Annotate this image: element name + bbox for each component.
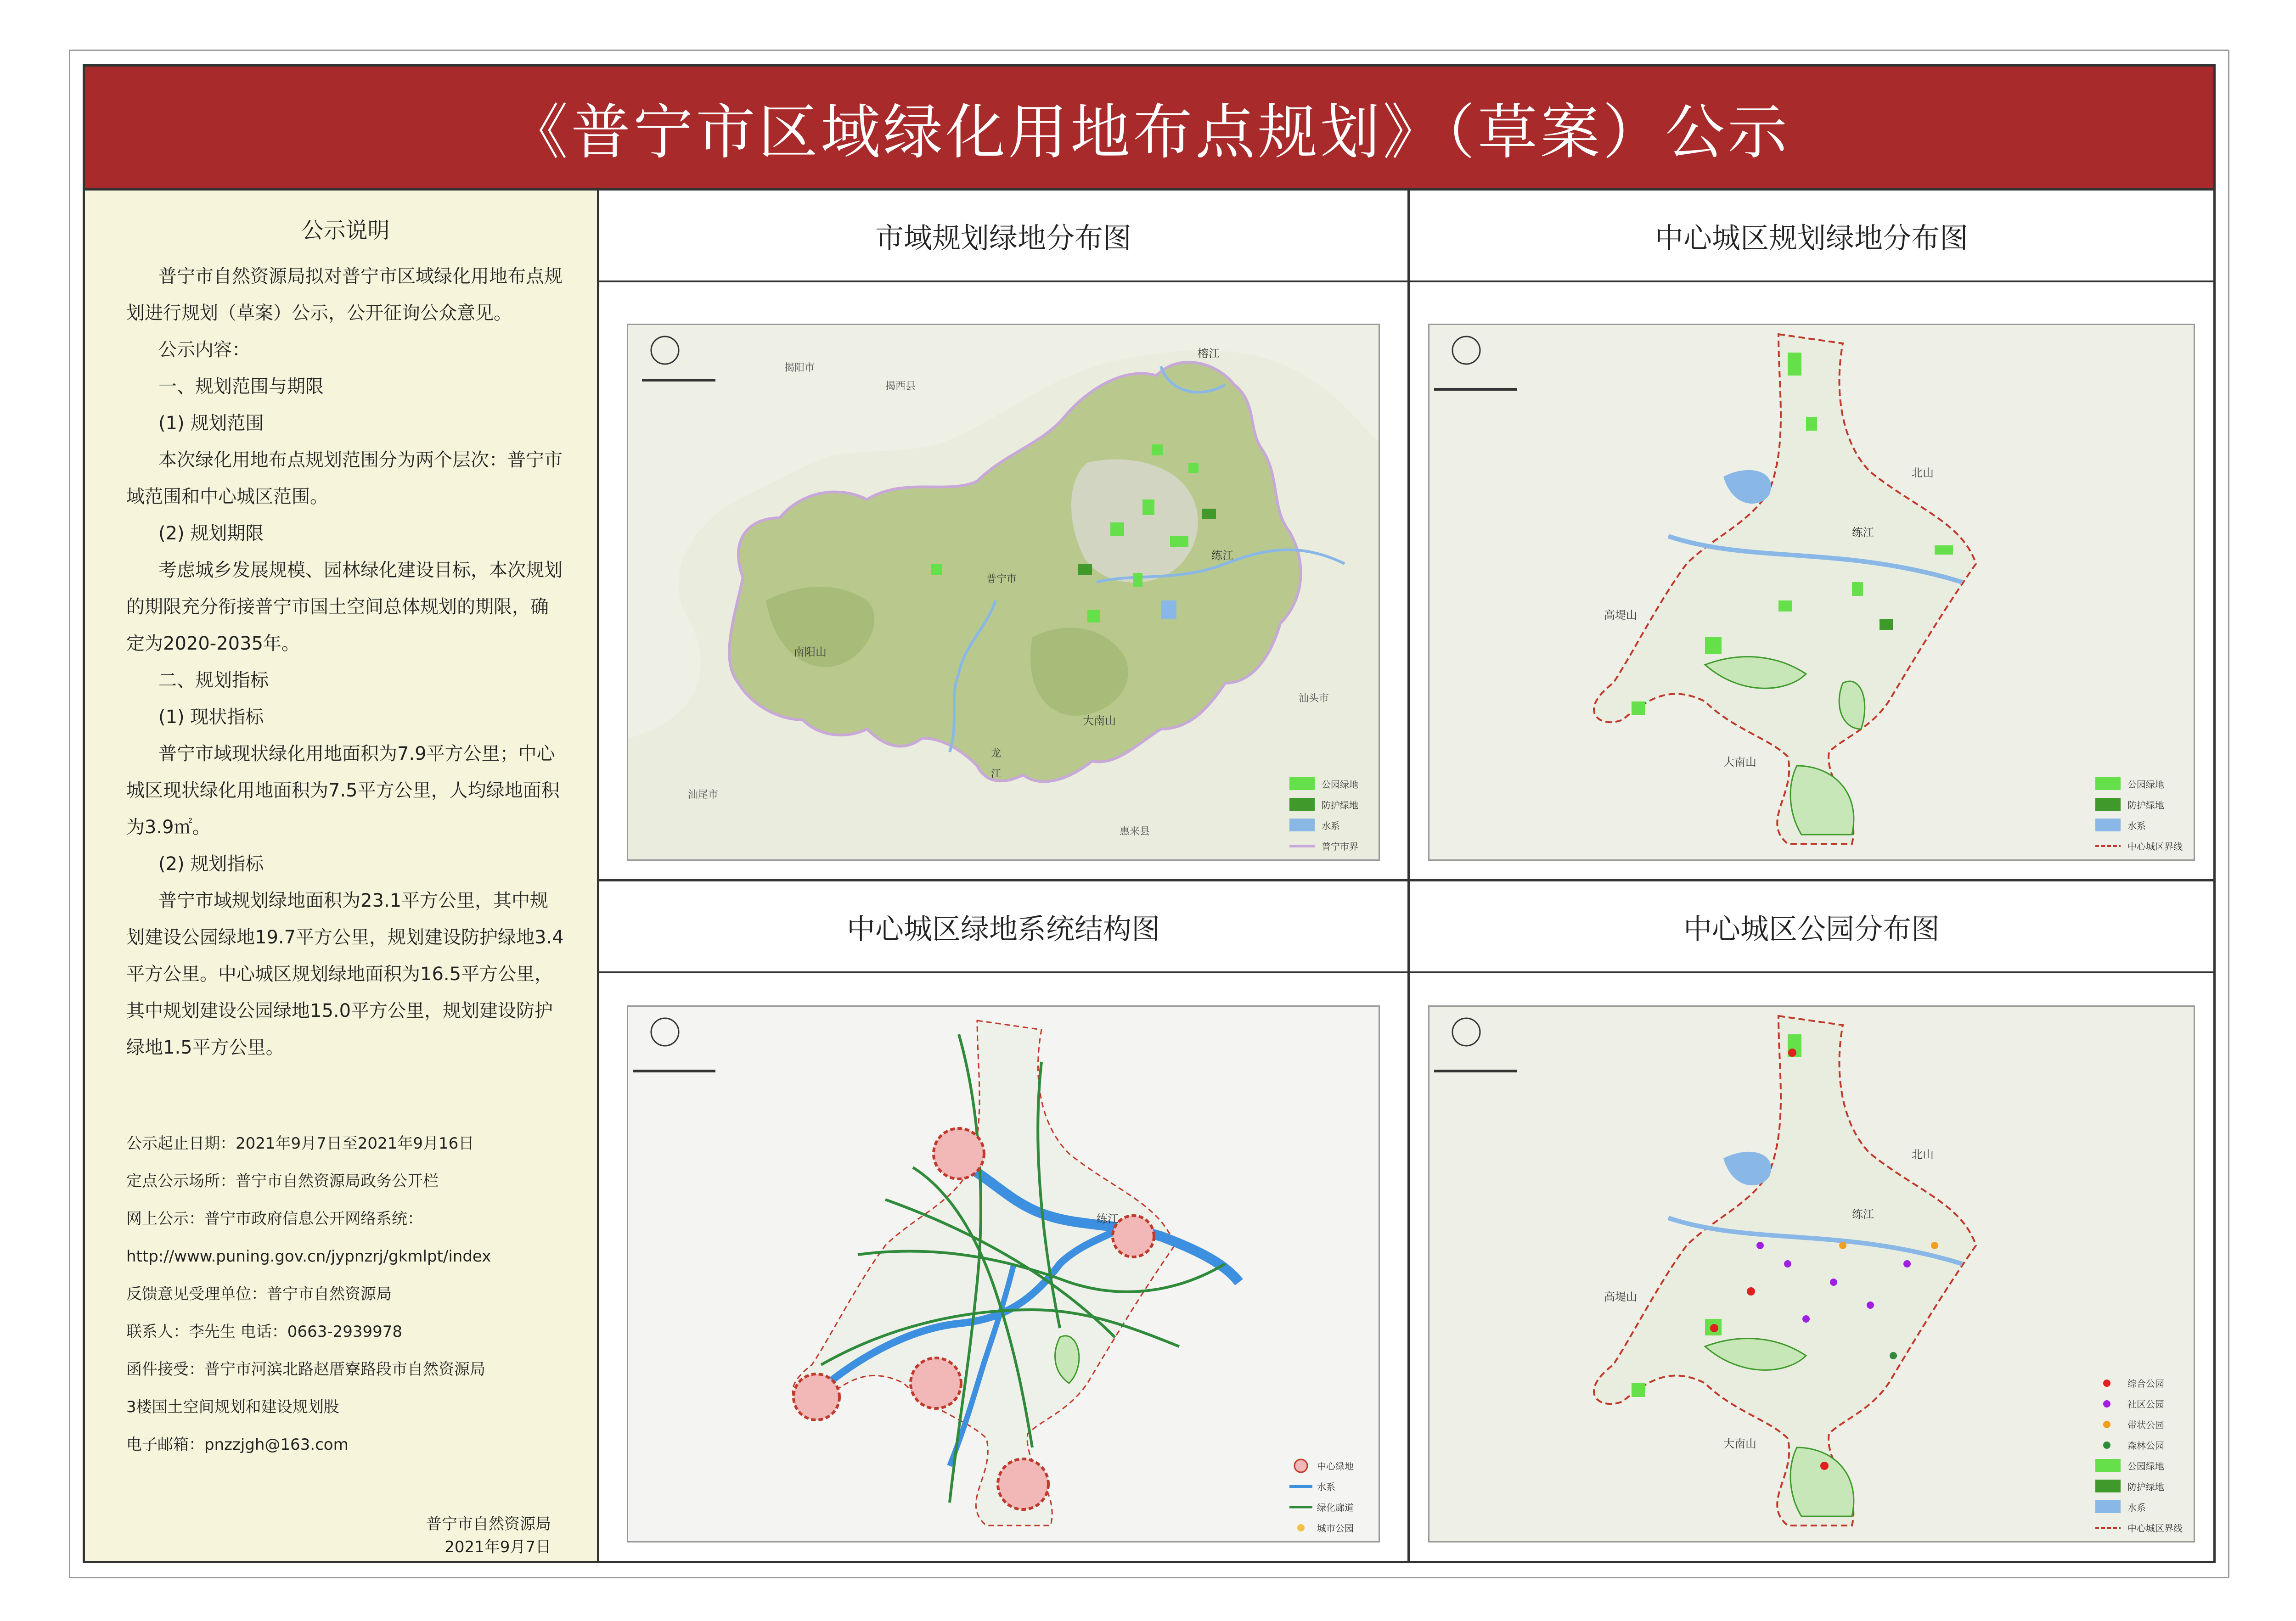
- signature-date: 2021年9月7日: [445, 1538, 551, 1556]
- label-shantou: 汕头市: [1299, 693, 1329, 704]
- panel-title: 中心城区规划绿地分布图: [1410, 191, 2213, 282]
- map-center-green-distribution[interactable]: [1428, 324, 2195, 861]
- signature-org: 普宁市自然资源局: [426, 1515, 551, 1533]
- notice-paragraph: 一、规划范围与期限: [158, 376, 324, 397]
- notice-paragraph: (1) 规划范围: [158, 413, 264, 434]
- meta-mail-address-2: 3楼国土空间规划和建设规划股: [126, 1398, 339, 1416]
- legend-label: 防护绿地: [2127, 1481, 2164, 1492]
- map-center-green-structure[interactable]: [627, 1005, 1380, 1542]
- meta-feedback-unit: 反馈意见受理单位：普宁市自然资源局: [126, 1285, 392, 1303]
- meta-email: 电子邮箱：pnzzjgh@163.com: [126, 1436, 349, 1454]
- label-danan-mountain: 大南山: [1083, 714, 1116, 727]
- notice-paragraph: 本次绿化用地布点规划范围分为两个层次：普宁市域范围和中心城区范围。: [126, 449, 563, 507]
- label-danan-mountain: 大南山: [1723, 1437, 1756, 1450]
- label-danan-mountain: 大南山: [1723, 756, 1756, 768]
- notice-meta: [126, 1125, 576, 1464]
- panel-city-green-distribution: [599, 191, 1407, 879]
- map-city-green-distribution[interactable]: [627, 324, 1380, 861]
- meta-dates: 公示起止日期：2021年9月7日至2021年9月16日: [126, 1134, 474, 1153]
- notice-paragraph: 普宁市域规划绿地面积为23.1平方公里，其中规划建设公园绿地19.7平方公里，规划建设防护绿地3.4平方公里。中心城区规划绿地面积为16.5平方公里，其中规划建设公园绿地15.0平方公里，规划建设防护绿地1.5平方公里。: [126, 890, 564, 1058]
- label-jiang: 江: [991, 768, 1002, 780]
- legend-label: 综合公园: [2127, 1378, 2164, 1389]
- label-jieyang-city: 揭阳市: [784, 362, 815, 374]
- notice-paragraph: 普宁市自然资源局拟对普宁市区域绿化用地布点规划进行规划（草案）公示，公开征询公众意见。: [126, 266, 563, 324]
- label-gaotishan: 高堤山: [1604, 1290, 1637, 1303]
- notice-paragraph: 考虑城乡发展规模、园林绿化建设目标，本次规划的期限充分衔接普宁市国土空间总体规划的期限，确定为2020-2035年。: [126, 560, 563, 654]
- legend-label: 水系: [2127, 1502, 2146, 1513]
- panel-title: 中心城区绿地系统结构图: [599, 881, 1407, 973]
- panel-title: 市域规划绿地分布图: [599, 191, 1407, 282]
- label-lianjiang: 练江: [1852, 526, 1874, 539]
- legend-label: 绿化廊道: [1317, 1502, 1354, 1513]
- legend-label: 公园绿地: [1322, 779, 1358, 790]
- legend-label: 中心城区界线: [2127, 841, 2183, 852]
- title-bar: [85, 67, 2213, 191]
- notice-paragraph: (2) 规划指标: [158, 853, 264, 875]
- label-puning: 普宁市: [986, 573, 1017, 585]
- label-lianjiang: 练江: [1097, 1212, 1119, 1225]
- notice-panel: [85, 191, 599, 1561]
- notice-heading: 公示说明: [301, 218, 390, 243]
- legend-label: 森林公园: [2127, 1440, 2164, 1451]
- signature: [426, 1513, 551, 1559]
- meta-mail-address: 函件接受：普宁市河滨北路赵厝寮路段市自然资源局: [126, 1360, 485, 1379]
- notice-paragraph: (2) 规划期限: [158, 523, 264, 544]
- label-long: 龙: [991, 748, 1002, 759]
- label-beishan: 北山: [1912, 466, 1934, 479]
- legend-label: 公园绿地: [2127, 1461, 2164, 1472]
- legend-label: 社区公园: [2127, 1399, 2164, 1410]
- legend-label: 水系: [1322, 820, 1340, 831]
- notice-paragraph: 普宁市域现状绿化用地面积为7.9平方公里；中心城区现状绿化用地面积为7.5平方公里，人均绿地面积为3.9㎡。: [126, 743, 560, 838]
- label-lianjiang: 练江: [1211, 549, 1233, 562]
- legend-label: 公园绿地: [2127, 779, 2164, 790]
- notice-paragraph: 公示内容：: [158, 339, 250, 360]
- panel-title: 中心城区公园分布图: [1410, 881, 2213, 973]
- legend-label: 中心绿地: [1317, 1461, 1354, 1472]
- legend-label: 普宁市界: [1322, 841, 1358, 852]
- legend-label: 水系: [1317, 1481, 1335, 1492]
- legend-label: 防护绿地: [1322, 800, 1358, 811]
- label-lianjiang: 练江: [1852, 1208, 1874, 1221]
- label-gaotishan: 高堤山: [1604, 609, 1637, 622]
- map-center-park-distribution[interactable]: [1428, 1005, 2195, 1542]
- panel-center-green-distribution: [1410, 191, 2213, 879]
- panel-center-green-structure: [599, 881, 1407, 1561]
- poster-title: 《普宁市区域绿化用地布点规划》（草案）公示: [508, 97, 1790, 167]
- notice-paragraph: (1) 现状指标: [158, 707, 264, 728]
- label-nanyang-mountain: 南阳山: [793, 645, 827, 658]
- notice-paragraph: 二、规划指标: [158, 670, 269, 691]
- label-beishan: 北山: [1912, 1148, 1934, 1161]
- label-rongjiang: 榕江: [1198, 347, 1220, 360]
- label-jiexi-county: 揭西县: [885, 381, 916, 392]
- meta-contact: 联系人：李先生 电话：0663-2939978: [126, 1323, 403, 1341]
- legend-label: 水系: [2127, 820, 2146, 831]
- legend-label: 城市公园: [1317, 1523, 1354, 1534]
- legend-label: 中心城区界线: [2127, 1523, 2183, 1534]
- poster-frame: [83, 64, 2216, 1563]
- label-shanwei: 汕尾市: [688, 789, 719, 801]
- panel-center-park-distribution: [1410, 881, 2213, 1561]
- meta-online: 网上公示：普宁市政府信息公开网络系统：: [126, 1210, 423, 1228]
- legend-label: 带状公园: [2127, 1419, 2164, 1430]
- meta-venue: 定点公示场所：普宁市自然资源局政务公开栏: [126, 1172, 439, 1190]
- meta-url-link[interactable]: http://www.puning.gov.cn/jypnzrj/gkmlpt/index: [126, 1247, 491, 1266]
- label-huilai: 惠来县: [1120, 826, 1150, 837]
- legend-label: 防护绿地: [2127, 800, 2164, 811]
